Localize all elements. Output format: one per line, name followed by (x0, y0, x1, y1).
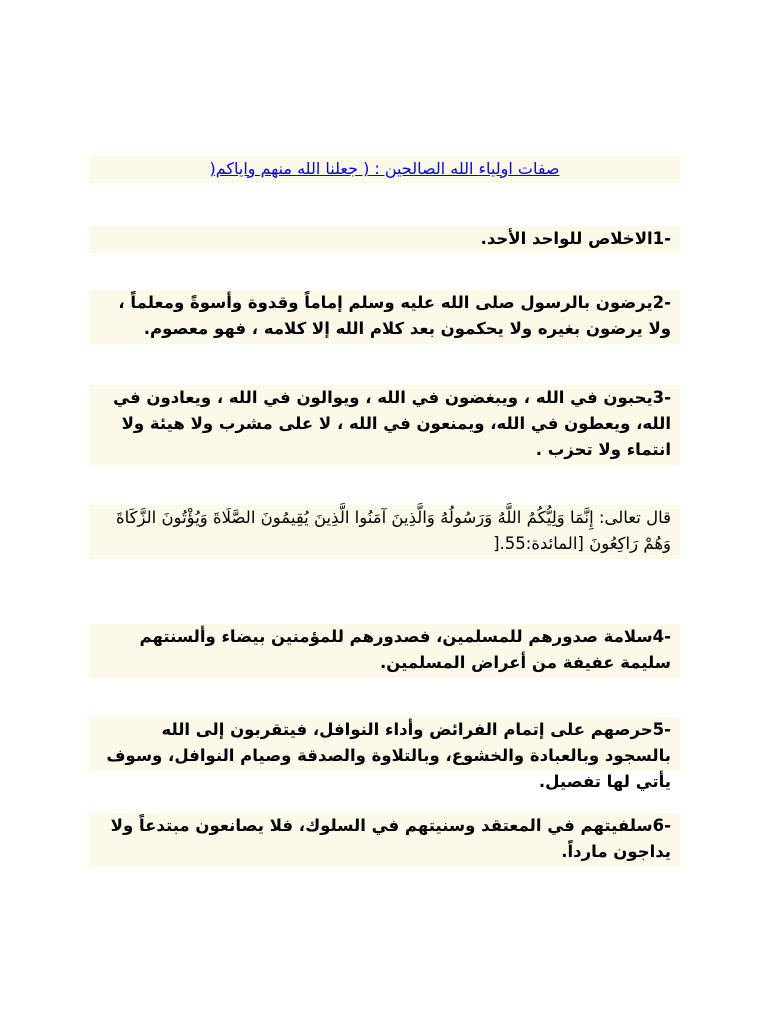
paragraph-3: -3يحبون في الله ، ويبغضون في الله ، ويوالون في الله ، ويعادون في الله، ويعطون في الله، ويمنعون في الله ، لا على مشرب ولا هيئة ولا انتماء ولا تحزب . (89, 385, 680, 465)
paragraph-1: -1الاخلاص للواحد الأحد. (89, 226, 680, 253)
paragraph-5: -5حرصهم على إتمام الفرائض وأداء النوافل، فيتقربون إلى الله بالسجود وبالعبادة والخشوع، وبالتلاوة والصدقة وصيام النوافل، وسوف يأتي لها تفصيل. (89, 717, 680, 771)
title-block (89, 156, 680, 183)
paragraph-6: -6سلفيتهم في المعتقد وسنيتهم في السلوك، فلا يصانعون مبتدعاً ولا يداجون مارداً. (89, 813, 680, 867)
paragraph-4: -4سلامة صدورهم للمسلمين، فصدورهم للمؤمنين بيضاء وألسنتهم سليمة عفيفة من أعراض المسلمين. (89, 624, 680, 678)
paragraph-2: -2يرضون بالرسول صلى الله عليه وسلم إماماً وقدوة وأسوةً ومعلماً ، ولا يرضون بغيره ولا يحكمون بعد كلام الله إلا كلامه ، فهو معصوم. (89, 290, 680, 344)
page-title-link[interactable]: صفات اولياء الله الصالحين : ( جعلنا الله منهم واياكم( (209, 159, 560, 178)
quran-verse: قال تعالى: إِنَّمَا وَلِيُّكُمُ اللَّهُ وَرَسُولُهُ وَالَّذِينَ آمَنُوا الَّذِينَ يُقِيمُونَ الصَّلَاةَ وَيُؤْتُونَ الزَّكَاةَ وَهُمْ رَاكِعُونَ [المائدة:55.[ (89, 505, 680, 559)
